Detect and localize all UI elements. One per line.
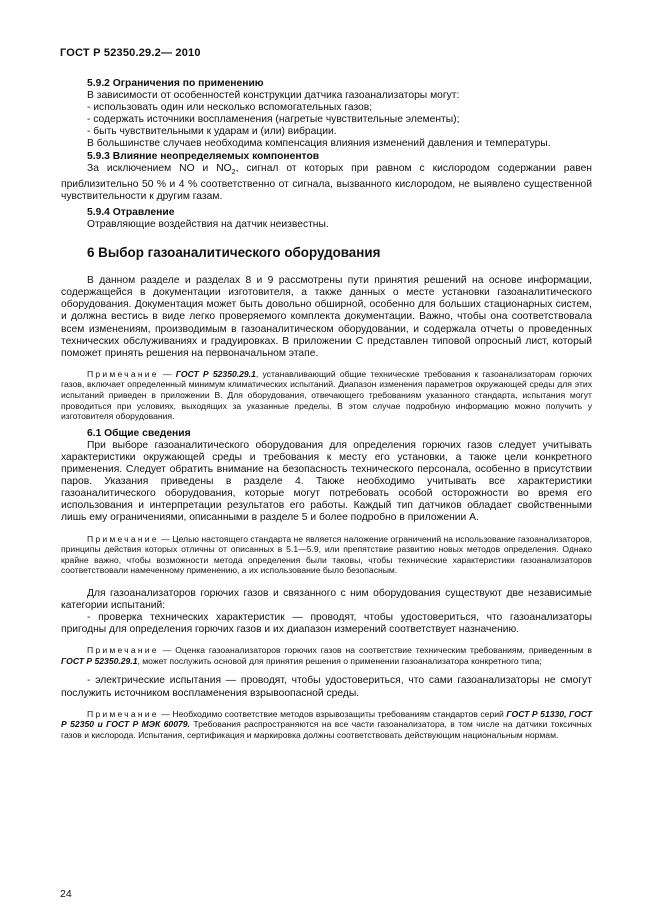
text-fragment: — — [158, 368, 176, 379]
list-item: - быть чувствительными к ударам и (или) вибрации. — [87, 126, 337, 138]
note-label: Примечание — [87, 645, 159, 656]
note-label: Примечание — [87, 708, 159, 719]
page-number: 24 — [60, 888, 72, 900]
section-5-9-4-text: Отравляющие воздействия на датчик неизвестны. — [87, 219, 329, 231]
tests-intro: Для газоанализаторов горючих газов и связанного с ним оборудования существуют две независимые категории испытаний: — [61, 587, 592, 612]
text-fragment: — Оценка газоанализаторов горючих газов на соответствие техническим требованиям, приведенным в — [158, 645, 592, 656]
tests-item-electrical: - электрические испытания — проводят, чтобы удостовериться, что сами газоанализаторы не смогут послужить источником воспламенения взрывоопасной среды. — [61, 675, 592, 699]
text-fragment: — Целью настоящего стандарта не является наложение ограничений на использование газоанализаторов, принципы действия которых отличны от описанных в 5.1—5.9, или препятствие развитию новых методов определения. Однако крайне важно, чтобы возможности метода определения были таковы, чтобы технические характеристики газоанализаторов соответствовали намеченному применению, а их использование было безопасным. — [61, 533, 592, 576]
section-5-9-2-closing: В большинстве случаев необходима компенсация влияния изменений давления и температуры. — [87, 138, 551, 150]
list-item: - содержать источники воспламенения (нагретые чувствительные элементы); — [87, 114, 460, 126]
standard-reference: ГОСТ Р 51330, ГОСТ Р 52350 и ГОСТ Р МЭК 60079. — [61, 708, 592, 730]
section-5-9-4-title: 5.9.4 Отравление — [87, 206, 175, 218]
section-5-9-2-title: 5.9.2 Ограничения по применению — [87, 78, 264, 89]
section-6-paragraph: В данном разделе и разделах 8 и 9 рассмотрены пути принятия решений на основе информации, содержащейся в документации изготовителя, а также данных о месте установки газоаналитического оборудования. Документация может быть довольно обширной, особенно для больших стационарных систем, и должна вестись в виде легко проверяемого комплекта документации. Важно, чтобы она соответствовала всем изменениям, производимым в газоаналитическом оборудовании, и содержала отчеты о проведенных технических обслуживаниях и градуировках. В приложении С представлен типовой опросный лист, который поможет принять решения на первоначальном этапе. — [61, 275, 592, 359]
section-6-1-paragraph: При выборе газоаналитического оборудования для определения горючих газов следует учитывать характеристики окружающей среды и требования к месту его установки, а также цели конкретного применения. Следует обратить внимание на безопасность технического персонала, особенно в присутствии паров. Указания приведены в разделе 4. Также необходимо учитывать все характеристики газоаналитического оборудования, которые могут потребовать особой осторожности во время его использования и интерпретации результатов его работы. Каждый тип датчиков обладает свойственными лишь ему ограничениями, описанными в разделе 5 и более подробно в приложении А. — [61, 439, 592, 524]
section-5-9-3-text — [61, 163, 592, 203]
section-6-heading: 6 Выбор газоаналитического оборудования — [87, 245, 381, 261]
standard-header: ГОСТ Р 52350.29.2— 2010 — [60, 47, 201, 59]
subscript: 2 — [231, 168, 236, 176]
section-5-9-2-intro: В зависимости от особенностей конструкции датчика газоанализаторы могут: — [87, 90, 460, 102]
note-2 — [61, 534, 592, 576]
note-3 — [61, 645, 592, 666]
page-content — [61, 78, 592, 740]
text-fragment: , устанавливающий общие технические требования к газоанализаторам горючих газов, включает определенный минимум климатических испытаний. Диапазон изменения параметров окружающей среды для этих испытаний приведен в приложении В. Для оборудования, отвечающего требованиям указанного стандарта, испытания могут проводиться при условиях, выходящих за указанные пределы. В этом случае подробную информацию можно получить у изготовителя оборудования. — [61, 368, 592, 422]
note-1 — [61, 369, 592, 422]
note-label: Примечание — [87, 368, 159, 379]
list-item: - использовать один или несколько вспомогательных газов; — [87, 102, 373, 114]
text-fragment: , сигнал от которых при равном с кислородом содержании равен приблизительно 50 % и 4 % соответственно от сигнала, вызванного кислородом, не выявлено существенной чувствительности к другим газам. — [61, 162, 592, 202]
tests-item-technical: - проверка технических характеристик — проводят, чтобы удостовериться, что газоанализаторы пригодны для определения горючих газов и их диапазон измерений соответствует назначению. — [61, 612, 592, 636]
note-4 — [61, 709, 592, 741]
standard-reference: ГОСТ Р 52350.29.1 — [61, 655, 138, 666]
text-fragment: За исключением NO и NO — [87, 162, 232, 174]
standard-reference: ГОСТ Р 52350.29.1 — [175, 368, 256, 379]
text-fragment: , может послужить основой для принятия решения о применении газоанализатора конкретного типа; — [137, 655, 542, 666]
text-fragment: — Необходимо соответствие методов взрывозащиты требованиям стандартов серий — [158, 708, 507, 719]
text-fragment: Требования распространяются на все части газоанализатора, в том числе на датчики токсичных газов и кислорода. Испытания, сертификация и маркировка должны соответствовать действующим национальным нормам. — [61, 719, 592, 740]
note-label: Примечание — [87, 533, 159, 544]
section-6-1-title: 6.1 Общие сведения — [87, 427, 191, 439]
section-5-9-3-title: 5.9.3 Влияние неопределяемых компонентов — [87, 150, 320, 162]
